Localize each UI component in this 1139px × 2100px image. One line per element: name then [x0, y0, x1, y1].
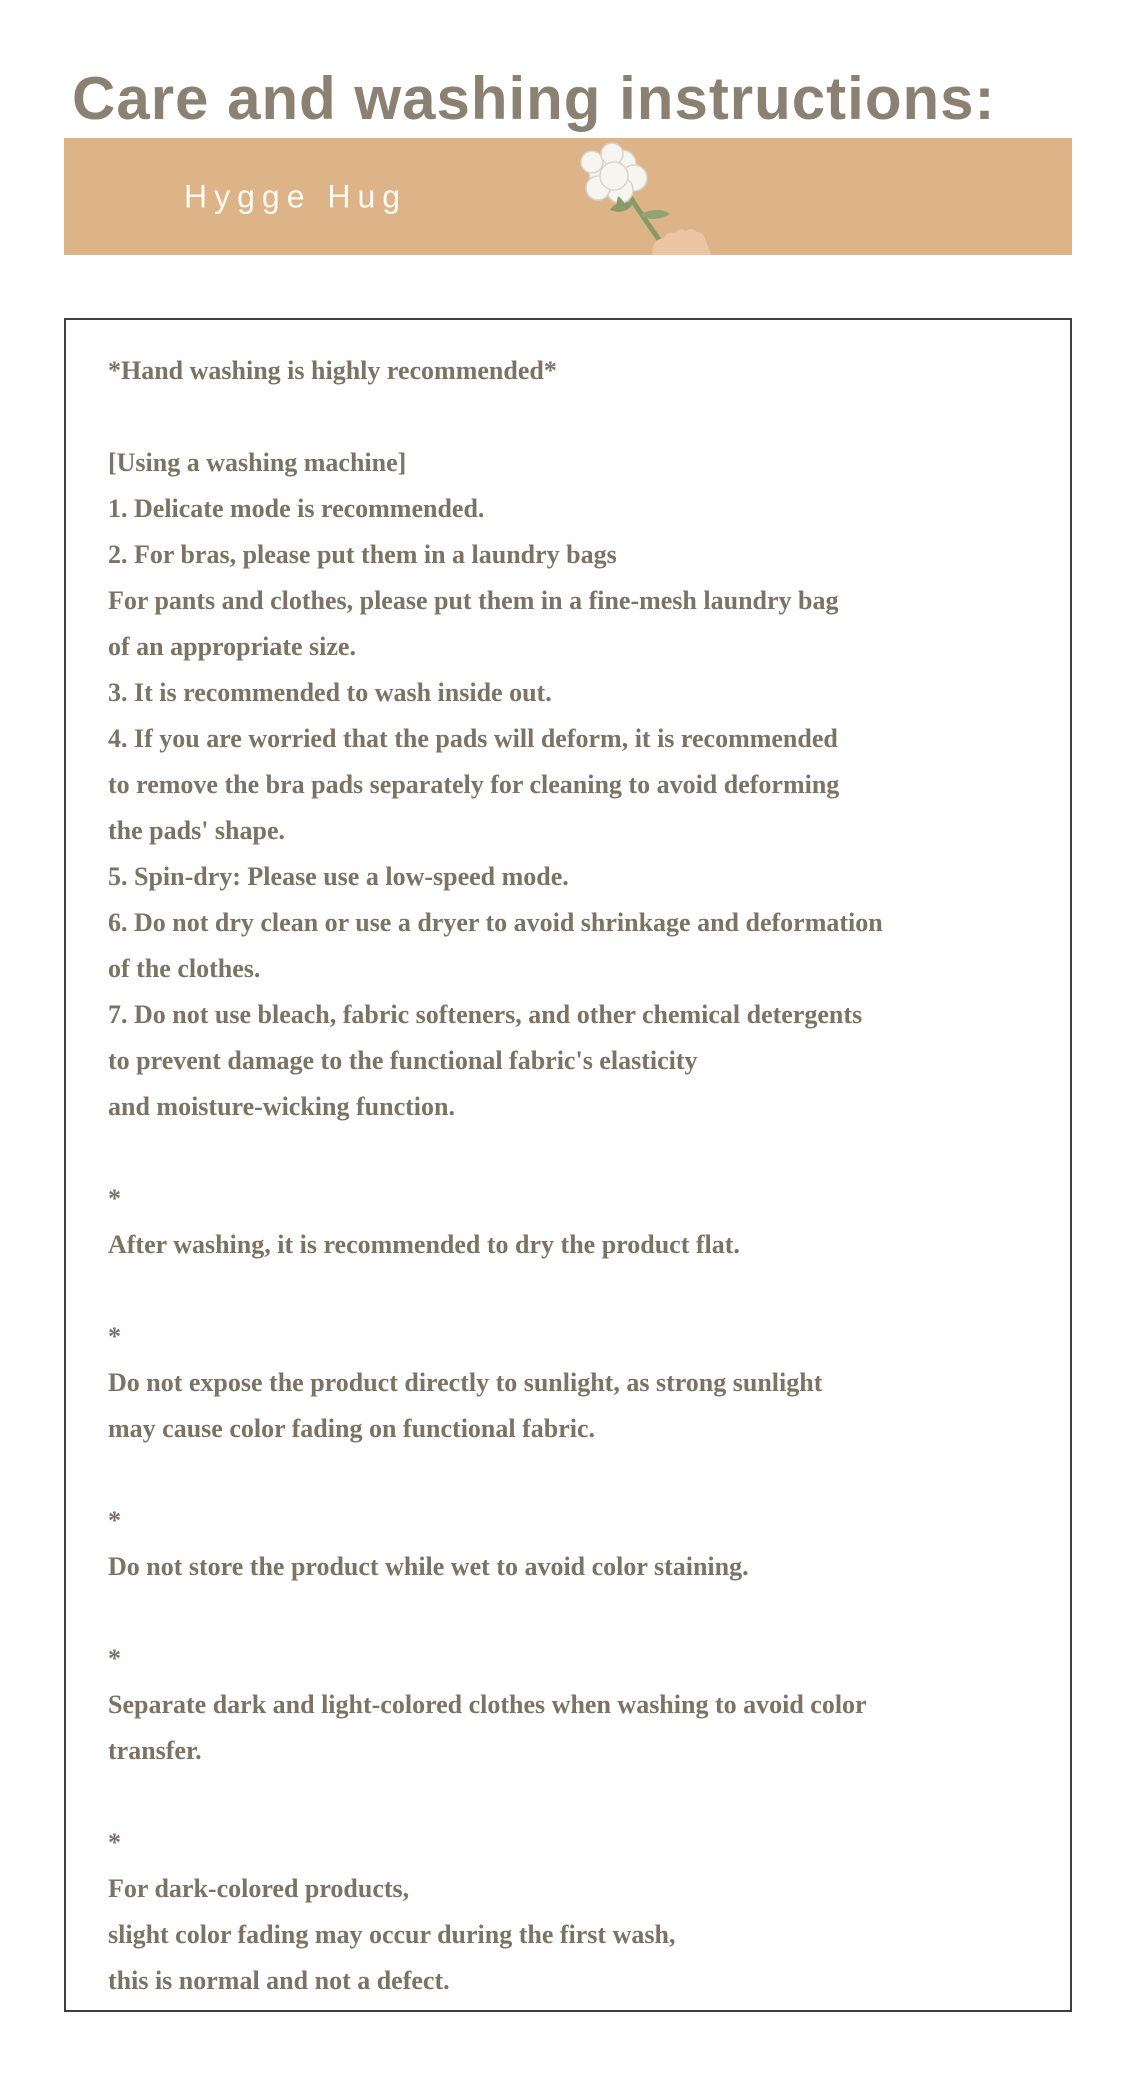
spacer-line — [108, 1452, 1034, 1498]
instruction-line: After washing, it is recommended to dry the product flat. — [108, 1230, 740, 1259]
instruction-line: slight color fading may occur during the first wash, — [108, 1920, 676, 1949]
page-title: Care and washing instructions: — [72, 65, 996, 133]
bullet-asterisk: * — [108, 1322, 121, 1351]
care-instructions-box — [64, 318, 1072, 2012]
brand-banner — [64, 138, 1072, 255]
instruction-line: to remove the bra pads separately for cleaning to avoid deforming — [108, 770, 840, 799]
instruction-line: of an appropriate size. — [108, 632, 356, 661]
instruction-line: 3. It is recommended to wash inside out. — [108, 678, 552, 707]
instruction-line: may cause color fading on functional fabric. — [108, 1414, 596, 1443]
instruction-line: this is normal and not a defect. — [108, 1966, 450, 1995]
spacer-line — [108, 394, 1034, 440]
brand-name: Hygge Hug — [184, 178, 408, 214]
bullet-asterisk: * — [108, 1644, 121, 1673]
spacer-line — [108, 1130, 1034, 1176]
instruction-line: and moisture-wicking function. — [108, 1092, 455, 1121]
bullet-asterisk: * — [108, 1828, 121, 1857]
spacer-line — [108, 1774, 1034, 1820]
instruction-line: 4. If you are worried that the pads will deform, it is recommended — [108, 724, 838, 753]
instruction-line: the pads' shape. — [108, 816, 285, 845]
instruction-line: For dark-colored products, — [108, 1874, 410, 1903]
spacer-line — [108, 1590, 1034, 1636]
instruction-line: 6. Do not dry clean or use a dryer to avoid shrinkage and deformation — [108, 908, 883, 937]
instruction-line: 5. Spin-dry: Please use a low-speed mode. — [108, 862, 569, 891]
spacer-line — [108, 1268, 1034, 1314]
flower-in-hand-icon — [534, 138, 754, 255]
instruction-line: Do not expose the product directly to sunlight, as strong sunlight — [108, 1368, 823, 1397]
instruction-line: For pants and clothes, please put them in a fine-mesh laundry bag — [108, 586, 839, 615]
instruction-line: of the clothes. — [108, 954, 261, 983]
instruction-line: 7. Do not use bleach, fabric softeners, and other chemical detergents — [108, 1000, 863, 1029]
instruction-line: transfer. — [108, 1736, 202, 1765]
instruction-line: Separate dark and light-colored clothes when washing to avoid color — [108, 1690, 867, 1719]
instruction-line: *Hand washing is highly recommended* — [108, 356, 557, 385]
instruction-line: Do not store the product while wet to avoid color staining. — [108, 1552, 749, 1581]
instruction-line: [Using a washing machine] — [108, 448, 407, 477]
bullet-asterisk: * — [108, 1506, 121, 1535]
instruction-line: to prevent damage to the functional fabric's elasticity — [108, 1046, 698, 1075]
instruction-line: 2. For bras, please put them in a laundry bags — [108, 540, 617, 569]
bullet-asterisk: * — [108, 1184, 121, 1213]
instruction-line: 1. Delicate mode is recommended. — [108, 494, 485, 523]
